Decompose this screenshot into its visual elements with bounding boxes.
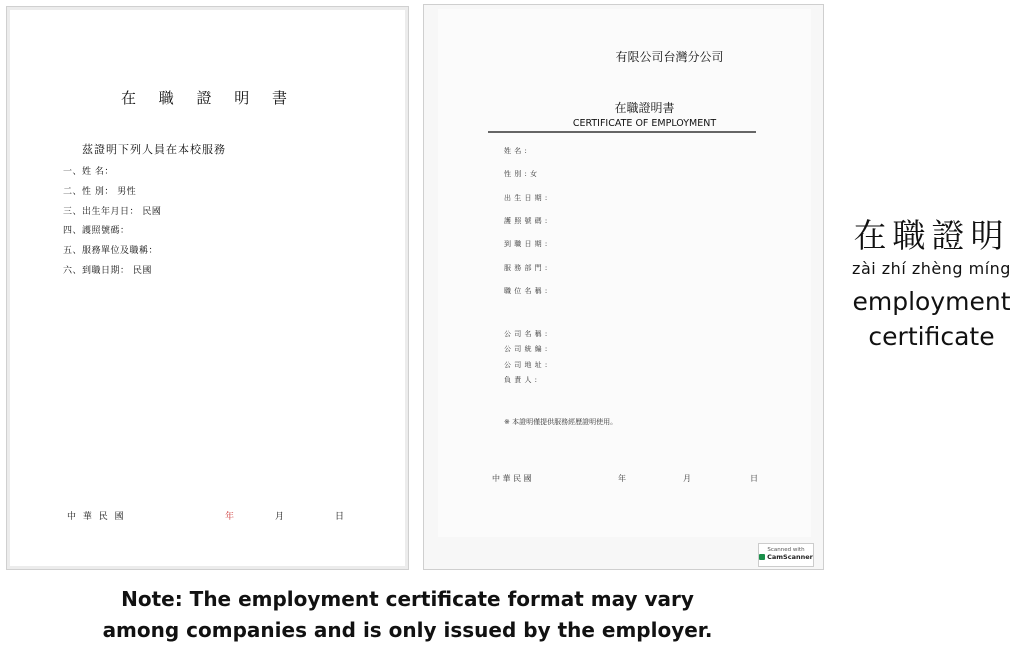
doc1-field-unit-title: 五、服務單位及職稱： xyxy=(63,246,159,256)
doc1-date-era: 中 華 民 國 xyxy=(67,512,126,522)
doc2-title-zh: 在職證明書 xyxy=(614,101,675,115)
camscanner-icon xyxy=(759,554,765,560)
doc2-company-taxid: 公 司 統 編 : xyxy=(504,345,548,353)
doc1-field-gender: 二、性 別： 男性 xyxy=(63,187,137,197)
doc2-date-era: 中 華 民 國 xyxy=(492,474,532,483)
doc2-company: 有限公司台灣分公司 xyxy=(615,50,724,64)
camscanner-badge: Scanned with CamScanner xyxy=(758,543,814,567)
term-chinese: 在職證明 xyxy=(853,216,1010,255)
doc2-date-day: 日 xyxy=(750,474,758,483)
term-english: employment certificate xyxy=(852,287,1011,351)
certificate-sample-1 xyxy=(6,6,409,570)
doc2-field-passport: 護 照 號 碼 : xyxy=(504,217,548,225)
doc2-field-name: 姓 名 : xyxy=(504,147,528,155)
doc2-title-en: CERTIFICATE OF EMPLOYMENT xyxy=(572,118,717,129)
doc2-company-name: 公 司 名 稱 : xyxy=(504,330,548,338)
doc2-field-start-date: 到 職 日 期 : xyxy=(504,240,548,248)
title-rule xyxy=(488,131,756,133)
doc1-field-name: 一、姓 名： xyxy=(63,167,114,177)
scanned-paper xyxy=(438,9,811,537)
doc1-intro: 茲證明下列人員在本校服務 xyxy=(82,143,226,156)
footnote: Note: The employment certificate format may vary among companies and is only issued by the employer. xyxy=(102,587,713,642)
doc2-field-position: 職 位 名 稱 : xyxy=(504,287,548,295)
doc1-field-birthdate: 三、出生年月日： 民國 xyxy=(63,207,162,217)
doc2-note: ※ 本證明僅提供服務經歷證明使用。 xyxy=(504,418,618,426)
doc2-company-owner: 負 責 人 : xyxy=(504,376,538,384)
doc2-date-month: 月 xyxy=(683,474,691,483)
doc1-field-passport: 四、護照號碼： xyxy=(63,226,130,236)
certificate-sample-2 xyxy=(423,4,824,570)
doc1-date-month: 月 xyxy=(275,512,285,522)
doc1-date-day: 日 xyxy=(335,512,345,522)
doc1-title: 在 職 證 明 書 xyxy=(120,89,297,107)
doc2-field-gender: 性 別 : 女 xyxy=(504,170,538,178)
doc2-field-birthdate: 出 生 日 期 : xyxy=(504,194,548,202)
doc2-company-address: 公 司 地 址 : xyxy=(504,361,548,369)
doc2-field-department: 服 務 部 門 : xyxy=(504,264,548,272)
doc2-date-year: 年 xyxy=(618,474,626,483)
doc1-field-start-date: 六、到職日期： 民國 xyxy=(63,266,152,276)
doc1-date-year: 年 xyxy=(225,512,235,522)
term-pinyin: zài zhí zhèng míng xyxy=(852,259,1011,278)
term-label xyxy=(836,210,1027,354)
